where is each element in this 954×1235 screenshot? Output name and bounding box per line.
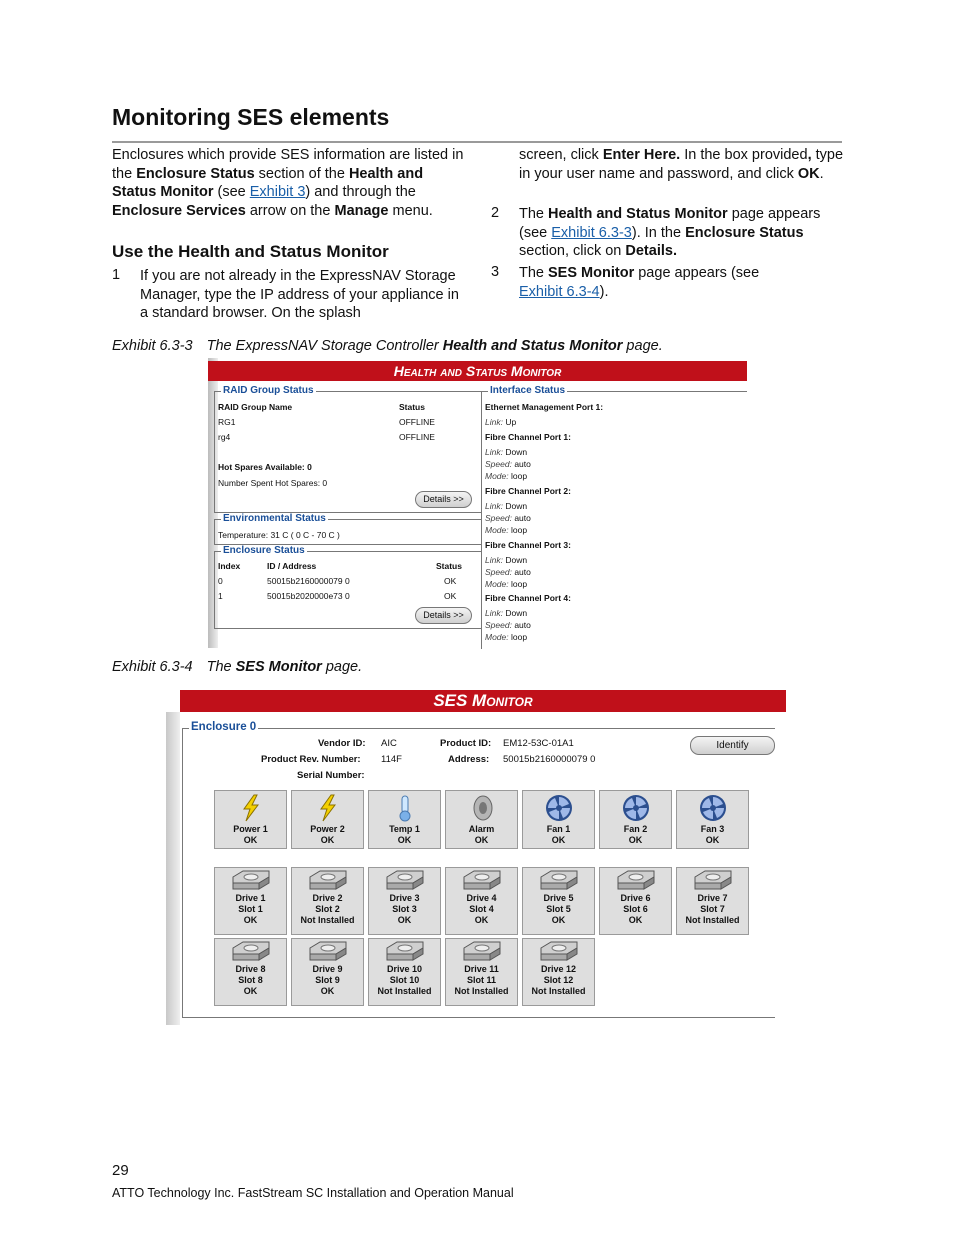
fan-1-tile[interactable] xyxy=(522,790,595,849)
link-value: Down xyxy=(505,555,528,565)
mode-label: Mode: xyxy=(485,471,509,481)
link-value: Down xyxy=(505,608,528,618)
interface-legend: Interface Status xyxy=(490,385,566,396)
raid-group-fieldset xyxy=(214,385,482,513)
text: Enclosure Status xyxy=(685,224,804,241)
env-legend: Environmental Status xyxy=(223,513,326,524)
fan-icon xyxy=(545,794,573,822)
text: Enclosures which provide SES information are listed in the xyxy=(112,147,464,182)
drive-name: Drive 6 xyxy=(620,893,651,903)
text: page appears (see xyxy=(634,265,760,281)
product-value: EM12-53C-01A1 xyxy=(503,738,574,749)
drive-name: Drive 9 xyxy=(312,964,343,974)
text: page. xyxy=(321,659,363,675)
drive-name: Drive 8 xyxy=(235,964,266,974)
text: ) and through the xyxy=(305,184,416,201)
text: screen, click xyxy=(519,147,603,163)
mode-value: loop xyxy=(511,525,528,535)
step-number: 1 xyxy=(112,267,121,283)
drive-status: Not Installed xyxy=(377,986,432,996)
exhibit-6-3-4-link[interactable]: Exhibit 6.3-4 xyxy=(519,283,600,300)
element-status: OK xyxy=(551,835,566,845)
drive-status: OK xyxy=(397,915,412,925)
drive-name: Drive 5 xyxy=(543,893,574,903)
page-title: Monitoring SES elements xyxy=(112,104,390,130)
hard-drive-icon xyxy=(616,869,656,891)
drive-slot: Slot 2 xyxy=(315,904,340,914)
col-header: RAID Group Name xyxy=(218,402,293,412)
drive-slot: Slot 1 xyxy=(238,904,263,914)
hard-drive-icon xyxy=(231,940,271,962)
text: Enclosure Services xyxy=(112,202,246,219)
identify-button[interactable]: Identify xyxy=(690,736,775,755)
drive-name: Drive 7 xyxy=(697,893,728,903)
element-name: Alarm xyxy=(468,824,495,834)
encl-id: 50015b2160000079 0 xyxy=(267,576,350,586)
exhibit-caption xyxy=(112,659,362,675)
drive-status: OK xyxy=(551,915,566,925)
fc-port-title: Fibre Channel Port 3: xyxy=(485,540,571,550)
drive-slot: Slot 5 xyxy=(546,904,571,914)
mode-label: Mode: xyxy=(485,525,509,535)
text: Health and Status Monitor xyxy=(442,338,623,354)
drive-9-tile[interactable] xyxy=(291,938,364,1006)
speed-value: auto xyxy=(514,567,531,577)
ses-banner: SES Monitor xyxy=(180,690,786,712)
drive-status: OK xyxy=(628,915,643,925)
text: , xyxy=(807,147,812,163)
enclosure-details-button[interactable]: Details >> xyxy=(415,607,472,624)
fc-port-title: Fibre Channel Port 2: xyxy=(485,486,571,496)
drive-slot: Slot 4 xyxy=(469,904,494,914)
text: Enter Here. xyxy=(602,147,681,163)
element-status: OK xyxy=(705,835,720,845)
text: ). In the xyxy=(631,224,686,241)
exhibit-number: Exhibit 6.3-3 xyxy=(112,338,193,354)
element-name: Fan 3 xyxy=(700,824,725,834)
raid-status: OFFLINE xyxy=(399,417,435,427)
thermometer-icon xyxy=(391,794,419,822)
link-value: Down xyxy=(505,501,528,511)
interface-status-fieldset xyxy=(481,385,747,649)
hs-banner: Health and Status Monitor xyxy=(208,361,747,381)
step-1-continued xyxy=(519,146,844,183)
drive-slot: Slot 9 xyxy=(315,975,340,985)
encl-status: OK xyxy=(444,576,457,586)
text: page appears (see xyxy=(519,206,821,241)
temp-1-tile[interactable] xyxy=(368,790,441,849)
link-label: Link: xyxy=(485,447,503,457)
enclosure-status-fieldset xyxy=(214,545,482,629)
lightning-icon xyxy=(237,794,265,822)
speed-value: auto xyxy=(514,513,531,523)
rev-label: Product Rev. Number: xyxy=(261,754,361,765)
encl-id: 50015b2020000e73 0 xyxy=(267,591,350,601)
hot-spares: Hot Spares Available: 0 xyxy=(218,462,312,472)
col-header: Status xyxy=(399,402,425,412)
text: Manage xyxy=(334,202,389,219)
enclosure-legend: Enclosure Status xyxy=(223,545,305,556)
hard-drive-icon xyxy=(539,869,579,891)
mode-value: loop xyxy=(511,471,528,481)
text: (see xyxy=(213,184,250,201)
text: Enclosure Status xyxy=(136,165,255,182)
drive-slot: Slot 11 xyxy=(466,975,496,985)
hard-drive-icon xyxy=(462,940,502,962)
product-label: Product ID: xyxy=(440,738,492,749)
eth-port-title: Ethernet Management Port 1: xyxy=(485,402,604,412)
drive-name: Drive 3 xyxy=(389,893,420,903)
drive-name: Drive 10 xyxy=(386,964,423,974)
text: . xyxy=(819,165,824,182)
fan-icon xyxy=(699,794,727,822)
drive-name: Drive 12 xyxy=(540,964,577,974)
health-status-screenshot xyxy=(208,358,747,648)
drive-status: Not Installed xyxy=(531,986,586,996)
drive-6-tile[interactable] xyxy=(599,867,672,935)
raid-legend: RAID Group Status xyxy=(223,385,314,396)
drive-5-tile[interactable] xyxy=(522,867,595,935)
fan-icon xyxy=(622,794,650,822)
raid-name: RG1 xyxy=(218,417,236,427)
text: ). xyxy=(599,283,609,300)
drive-name: Drive 1 xyxy=(235,893,266,903)
drive-3-tile[interactable] xyxy=(368,867,441,935)
vendor-value: AIC xyxy=(381,738,397,749)
text: The xyxy=(206,659,236,675)
link-label: Link: xyxy=(485,608,503,618)
fc-port-title: Fibre Channel Port 4: xyxy=(485,593,571,603)
element-status: OK xyxy=(628,835,643,845)
hard-drive-icon xyxy=(308,869,348,891)
text: type in your user name and password, and click xyxy=(519,147,844,182)
drive-slot: Slot 7 xyxy=(700,904,725,914)
power-1-tile[interactable] xyxy=(214,790,287,849)
link-label: Link: xyxy=(485,555,503,565)
drive-2-tile[interactable] xyxy=(291,867,364,935)
speed-label: Speed: xyxy=(485,513,512,523)
mode-label: Mode: xyxy=(485,579,509,589)
speed-label: Speed: xyxy=(485,620,512,630)
step-number: 3 xyxy=(491,264,500,280)
alarm-tile[interactable] xyxy=(445,790,518,849)
text: In the box provided xyxy=(680,147,808,163)
drive-8-tile[interactable] xyxy=(214,938,287,1006)
speed-value: auto xyxy=(514,620,531,630)
enclosure-legend: Enclosure 0 xyxy=(191,721,257,733)
drive-status: OK xyxy=(474,915,489,925)
text: Health and Status Monitor xyxy=(548,206,728,222)
drive-status: OK xyxy=(243,986,258,996)
element-name: Fan 2 xyxy=(623,824,648,834)
step-3-text xyxy=(519,264,844,301)
exhibit-caption xyxy=(112,338,663,354)
element-name: Temp 1 xyxy=(389,824,420,834)
speed-label: Speed: xyxy=(485,567,512,577)
text: Details. xyxy=(625,243,677,260)
drive-status: Not Installed xyxy=(685,915,740,925)
text: The xyxy=(519,206,549,222)
text: arrow on the xyxy=(245,202,335,219)
col-header: Index xyxy=(218,561,241,571)
hard-drive-icon xyxy=(385,940,425,962)
address-label: Address: xyxy=(448,754,490,765)
spent-hot-spares: Number Spent Hot Spares: 0 xyxy=(218,478,328,488)
link-value: Down xyxy=(505,447,528,457)
col-header: ID / Address xyxy=(267,561,317,571)
element-name: Power 1 xyxy=(233,824,268,834)
serial-label: Serial Number: xyxy=(297,770,365,781)
drive-12-tile[interactable] xyxy=(522,938,595,1006)
element-name: Power 2 xyxy=(310,824,345,834)
intro-paragraph xyxy=(112,146,467,220)
col-header: Status xyxy=(436,561,462,571)
drive-slot: Slot 12 xyxy=(543,975,574,985)
footer-text: ATTO Technology Inc. FastStream SC Installation and Operation Manual xyxy=(112,1186,514,1200)
link-label: Link: xyxy=(485,501,503,511)
ses-monitor-screenshot xyxy=(166,690,786,1025)
link-value: Up xyxy=(505,417,517,427)
text: section, click on xyxy=(519,243,626,260)
element-status: OK xyxy=(474,835,489,845)
text: page. xyxy=(622,338,663,354)
text: The ExpressNAV Storage Controller xyxy=(206,338,443,354)
text: Health and Status Monitor xyxy=(112,165,424,201)
power-2-tile[interactable] xyxy=(291,790,364,849)
element-status: OK xyxy=(397,835,412,845)
mode-value: loop xyxy=(511,579,528,589)
exhibit-6-3-3-link[interactable]: Exhibit 6.3-3 xyxy=(551,224,632,241)
speed-label: Speed: xyxy=(485,459,512,469)
text: SES Monitor xyxy=(235,659,322,675)
drive-status: OK xyxy=(320,986,335,996)
fan-2-tile[interactable] xyxy=(599,790,672,849)
page-number: 29 xyxy=(112,1162,129,1179)
drive-slot: Slot 3 xyxy=(392,904,417,914)
hard-drive-icon xyxy=(308,940,348,962)
exhibit-number: Exhibit 6.3-4 xyxy=(112,659,193,675)
rev-value: 114F xyxy=(381,754,402,765)
hard-drive-icon xyxy=(693,869,733,891)
element-name: Fan 1 xyxy=(546,824,571,834)
hard-drive-icon xyxy=(231,869,271,891)
temperature: Temperature: 31 C ( 0 C - 70 C ) xyxy=(218,530,340,540)
lightning-icon xyxy=(314,794,342,822)
raid-details-button[interactable]: Details >> xyxy=(415,491,472,508)
mode-label: Mode: xyxy=(485,632,509,642)
drive-name: Drive 4 xyxy=(466,893,497,903)
drive-name: Drive 11 xyxy=(464,964,499,974)
drive-1-tile[interactable] xyxy=(214,867,287,935)
step-2-text xyxy=(519,205,844,261)
exhibit-3-link[interactable]: Exhibit 3 xyxy=(249,184,306,201)
drive-4-tile[interactable] xyxy=(445,867,518,935)
raid-name: rg4 xyxy=(218,432,231,442)
text: The xyxy=(519,265,549,281)
drive-status: Not Installed xyxy=(454,986,509,996)
encl-index: 1 xyxy=(218,591,223,601)
hard-drive-icon xyxy=(462,869,502,891)
environmental-fieldset xyxy=(214,513,482,545)
fan-3-tile[interactable] xyxy=(676,790,749,849)
section-subheading: Use the Health and Status Monitor xyxy=(112,242,389,261)
raid-status: OFFLINE xyxy=(399,432,435,442)
drive-10-tile[interactable] xyxy=(368,938,441,1006)
vendor-label: Vendor ID: xyxy=(318,738,366,749)
speaker-icon xyxy=(468,794,496,822)
address-value: 50015b2160000079 0 xyxy=(503,754,596,765)
hard-drive-icon xyxy=(385,869,425,891)
hard-drive-icon xyxy=(539,940,579,962)
side-gradient xyxy=(166,712,180,1025)
text: SES Monitor xyxy=(548,265,635,281)
link-label: Link: xyxy=(485,417,503,427)
drive-status: Not Installed xyxy=(300,915,355,925)
text: menu. xyxy=(388,202,433,219)
mode-value: loop xyxy=(511,632,528,642)
step-number: 2 xyxy=(491,205,500,221)
element-status: OK xyxy=(243,835,258,845)
title-rule xyxy=(112,141,842,143)
drive-7-tile[interactable] xyxy=(676,867,749,935)
encl-status: OK xyxy=(444,591,457,601)
speed-value: auto xyxy=(514,459,531,469)
text: section of the xyxy=(254,165,349,182)
element-status: OK xyxy=(320,835,335,845)
step-1-text: If you are not already in the ExpressNAV Storage Manager, type the IP address of your appliance in a standard browser. On the splash xyxy=(140,268,459,322)
drive-status: OK xyxy=(243,915,258,925)
drive-slot: Slot 6 xyxy=(623,904,648,914)
drive-slot: Slot 10 xyxy=(389,975,420,985)
drive-name: Drive 2 xyxy=(312,893,343,903)
fc-port-title: Fibre Channel Port 1: xyxy=(485,432,571,442)
drive-slot: Slot 8 xyxy=(238,975,263,985)
text: OK xyxy=(797,165,820,182)
encl-index: 0 xyxy=(218,576,223,586)
drive-11-tile[interactable] xyxy=(445,938,518,1006)
